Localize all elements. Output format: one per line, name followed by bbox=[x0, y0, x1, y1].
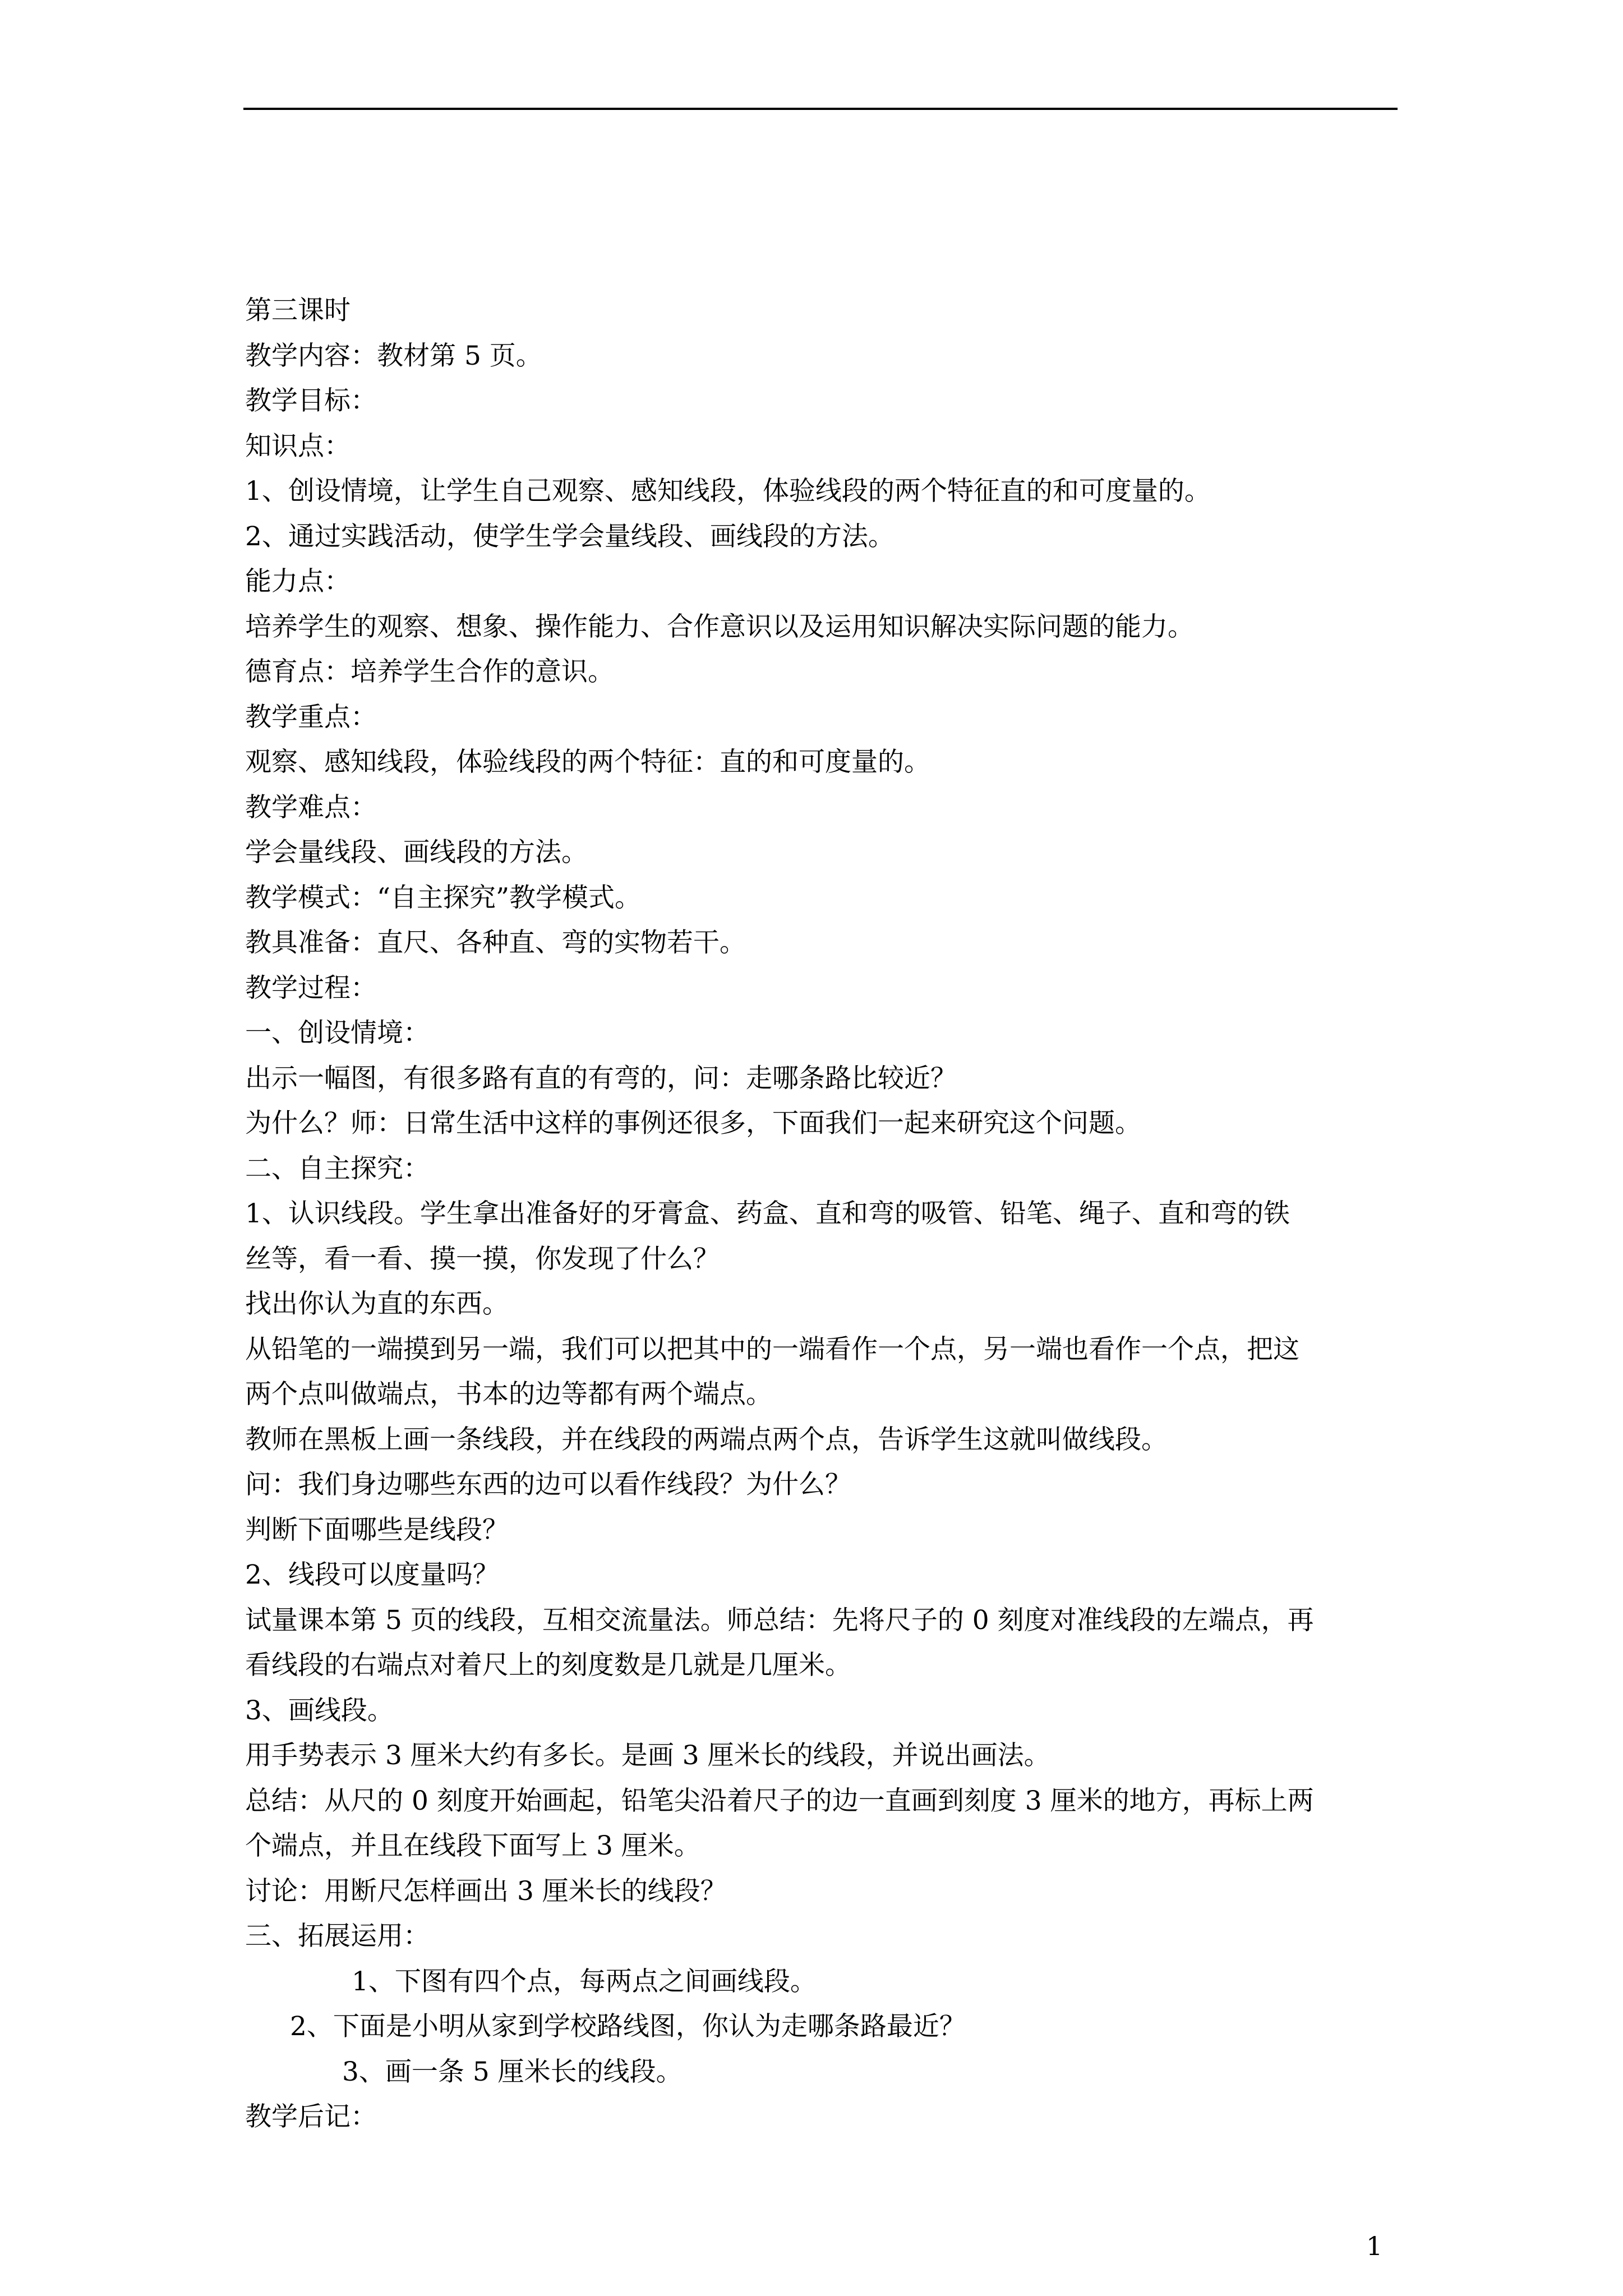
difficulties-heading: 教学难点： bbox=[245, 792, 377, 823]
paragraph-line: 问：我们身边哪些东西的边可以看作线段？为什么？ bbox=[245, 1469, 851, 1500]
paragraph-line: 3、画线段。 bbox=[245, 1695, 394, 1726]
teaching-mode: 教学模式：“自主探究”教学模式。 bbox=[245, 882, 642, 913]
document-body bbox=[245, 288, 1398, 2140]
section-3-heading: 三、拓展运用： bbox=[245, 1921, 430, 1952]
paragraph-line: 总结：从尺的 0 刻度开始画起，铅笔尖沿着尺子的边一直画到刻度 3 厘米的地方，再标上两 bbox=[245, 1785, 1314, 1816]
paragraph-line: 为什么？师：日常生活中这样的事例还很多，下面我们一起来研究这个问题。 bbox=[245, 1108, 1141, 1139]
lesson-title: 第三课时 bbox=[245, 295, 351, 326]
paragraph-line: 1、认识线段。学生拿出准备好的牙膏盒、药盒、直和弯的吸管、铅笔、绳子、直和弯的铁 bbox=[245, 1198, 1290, 1229]
paragraph-line: 2、线段可以度量吗？ bbox=[245, 1559, 499, 1590]
paragraph-line: 两个点叫做端点，书本的边等都有两个端点。 bbox=[245, 1379, 772, 1410]
paragraph-line: 丝等，看一看、摸一摸，你发现了什么？ bbox=[245, 1243, 720, 1274]
teaching-aids: 教具准备：直尺、各种直、弯的实物若干。 bbox=[245, 927, 746, 958]
teaching-notes-heading: 教学后记： bbox=[245, 2101, 377, 2132]
header-rule bbox=[243, 108, 1398, 110]
paragraph-line: 判断下面哪些是线段？ bbox=[245, 1514, 509, 1545]
paragraph-line: 出示一幅图，有很多路有直的有弯的，问：走哪条路比较近？ bbox=[245, 1062, 957, 1094]
knowledge-points-heading: 知识点： bbox=[245, 430, 351, 462]
knowledge-point-1: 1、创设情境，让学生自己观察、感知线段，体验线段的两个特征直的和可度量的。 bbox=[245, 476, 1211, 507]
exercise-item-2: 2、下面是小明从家到学校路线图，你认为走哪条路最近？ bbox=[290, 2011, 966, 2042]
paragraph-line: 个端点，并且在线段下面写上 3 厘米。 bbox=[245, 1830, 700, 1861]
paragraph-line: 教师在黑板上画一条线段，并在线段的两端点两个点，告诉学生这就叫做线段。 bbox=[245, 1424, 1168, 1455]
ability-points-heading: 能力点： bbox=[245, 566, 351, 597]
exercise-item-3: 3、画一条 5 厘米长的线段。 bbox=[342, 2056, 683, 2087]
paragraph-line: 讨论：用断尺怎样画出 3 厘米长的线段？ bbox=[245, 1875, 727, 1907]
difficulties-text: 学会量线段、画线段的方法。 bbox=[245, 837, 588, 868]
paragraph-line: 看线段的右端点对着尺上的刻度数是几就是几厘米。 bbox=[245, 1650, 851, 1681]
knowledge-point-2: 2、通过实践活动，使学生学会量线段、画线段的方法。 bbox=[245, 521, 895, 552]
page-number: 1 bbox=[1366, 2231, 1383, 2261]
teaching-goals-heading: 教学目标： bbox=[245, 385, 377, 416]
moral-point: 德育点：培养学生合作的意识。 bbox=[245, 656, 614, 687]
paragraph-line: 试量课本第 5 页的线段，互相交流量法。师总结：先将尺子的 0 刻度对准线段的左端点，再 bbox=[245, 1604, 1314, 1636]
paragraph-line: 从铅笔的一端摸到另一端，我们可以把其中的一端看作一个点，另一端也看作一个点，把这 bbox=[245, 1333, 1299, 1365]
ability-points-text: 培养学生的观察、想象、操作能力、合作意识以及运用知识解决实际问题的能力。 bbox=[245, 611, 1194, 642]
exercise-item-1: 1、下图有四个点，每两点之间画线段。 bbox=[352, 1966, 817, 1997]
teaching-process-heading: 教学过程： bbox=[245, 972, 377, 1004]
teaching-content: 教学内容：教材第 5 页。 bbox=[245, 340, 542, 371]
key-points-heading: 教学重点： bbox=[245, 701, 377, 733]
paragraph-line: 找出你认为直的东西。 bbox=[245, 1289, 509, 1319]
paragraph-line: 用手势表示 3 厘米大约有多长。是画 3 厘米长的线段，并说出画法。 bbox=[245, 1740, 1050, 1771]
key-points-text: 观察、感知线段，体验线段的两个特征：直的和可度量的。 bbox=[245, 747, 930, 777]
section-2-heading: 二、自主探究： bbox=[245, 1153, 430, 1184]
section-1-heading: 一、创设情境： bbox=[245, 1018, 430, 1048]
